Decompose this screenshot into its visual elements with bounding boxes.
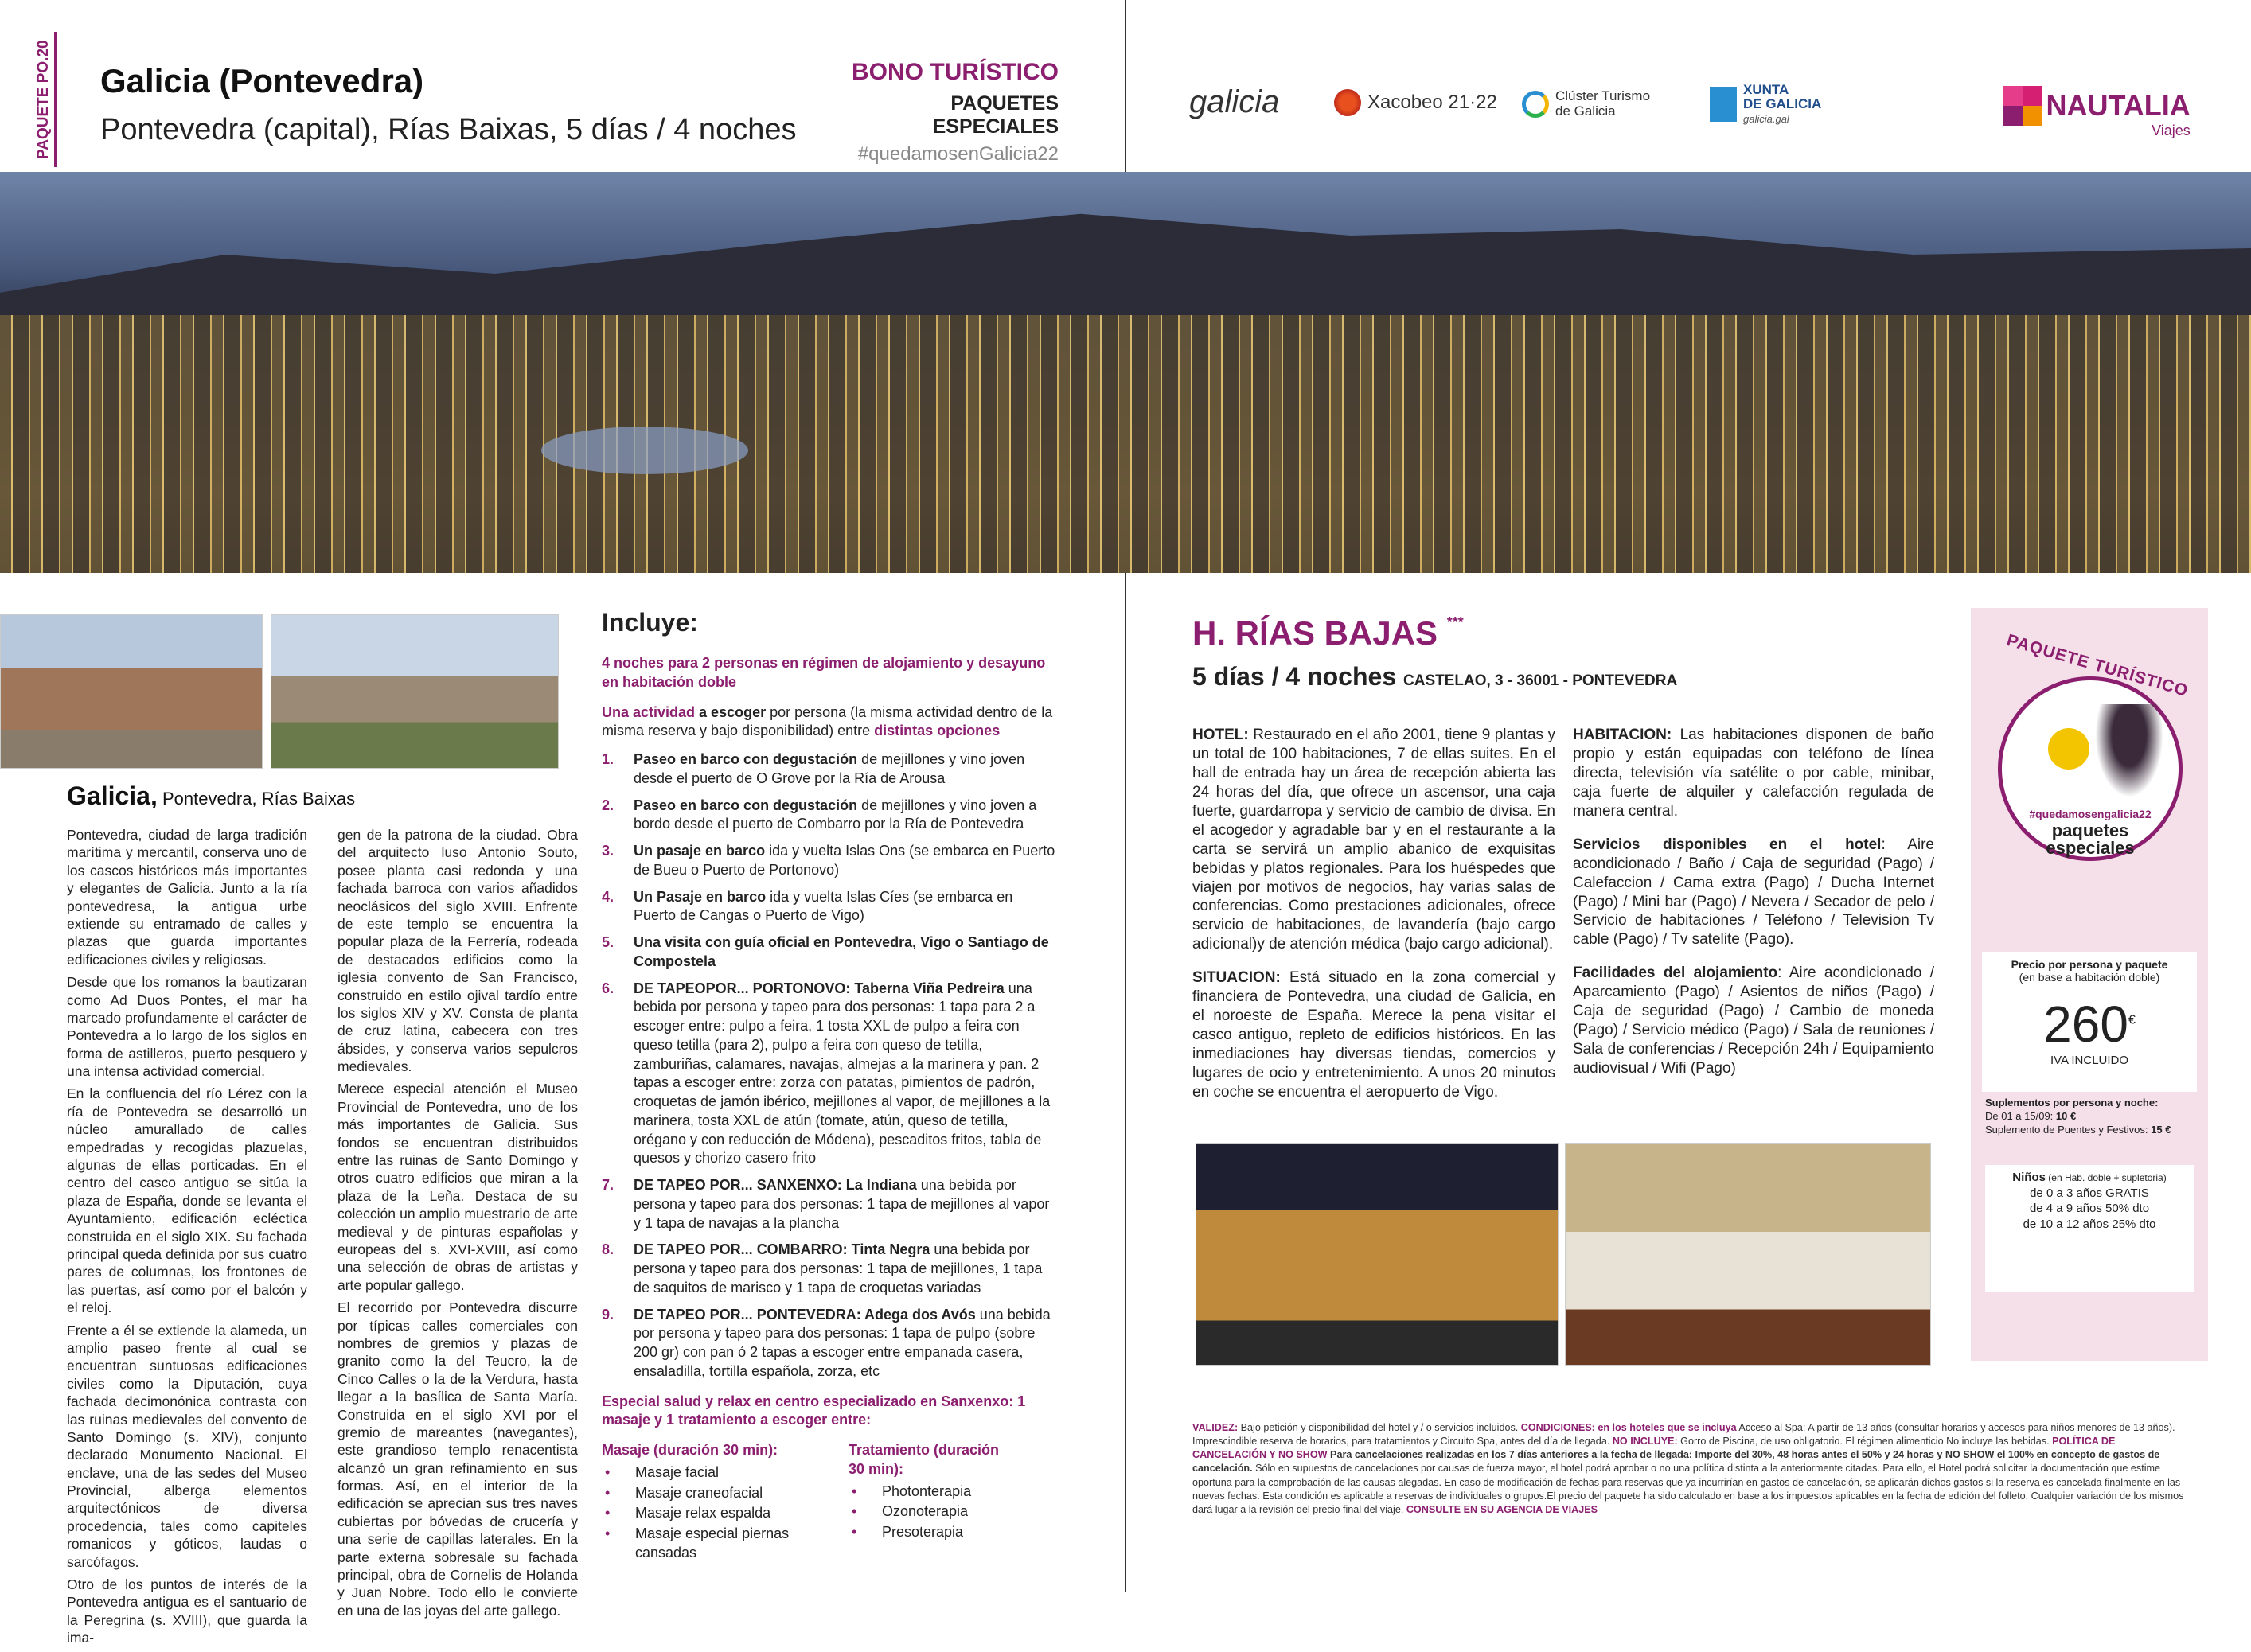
text: : Aire acondicionado / Baño / Caja de seguridad (Pago) / Calefaccion / Cama extra (Pago) / Ducha Internet (Pago) / Mini bar (Pago) / Nevera / Secador de pelo / Servicio de habitaciones / Teléfono / Television Tv cable (Pago) / Tv satelite (Pago). (1573, 836, 1934, 949)
badge-hashtag: #quedamosengalicia22 (2029, 808, 2152, 820)
photo-hotel-room (1565, 1143, 1931, 1366)
list-item (602, 1306, 1059, 1381)
paragraph: El recorrido por Pontevedra discurre por típicas calles comerciales con nombres de gremios y plazas de granito como la del Teucro, la de Cinco Calles o la de la Verdura, hasta llegar a la basílica de Santa María. Construida en el siglo XVI por el gremio de mareantes (navegantes), este grandioso templo renacentista alcanzó un gran refinamiento en sus formas. Así, en el interior de la edificación se aprecian sus tres naves cubiertas por bóvedas de crucería y una serie de capillas laterales. En la parte externa sobresale su fachada principal, obra de Cornelis de Holanda y Juan Nobre. Todo ello le convierte en una de las joyas del arte gallego. (337, 1299, 578, 1619)
paragraph (1192, 726, 1555, 954)
item-title: DE TAPEO POR... PONTEVEDRA: Adega dos Avós (634, 1306, 976, 1323)
photo-city-view (271, 614, 559, 769)
hashtag: #quedamosenGalicia22 (857, 143, 1059, 165)
bono-block (820, 59, 1059, 166)
galicia-heading-main: Galicia, (67, 781, 158, 810)
paragraph (1573, 836, 1934, 950)
list-item: • Photonterapia (849, 1483, 1008, 1502)
badge-arc-text: PAQUETE TURÍSTICO (2004, 630, 2191, 701)
cancel-key: POLÍTICA DE CANCELACIÓN Y NO SHOW (1192, 1436, 2116, 1461)
list-item: • Presoterapia (849, 1523, 1008, 1542)
paragraph: Otro de los puntos de interés de la Pontevedra antigua es el santuario de la Peregrina (s. XVIII), que guarda la ima- (67, 1576, 307, 1646)
incluye-activity-intro (602, 703, 1059, 742)
price-currency: € (2128, 1013, 2136, 1027)
label: SITUACION: (1192, 969, 1281, 987)
no-incluye-text: Gorro de Piscina, de uso obligatorio. El régimen alimenticio No incluye las bebidas. (1677, 1436, 2053, 1447)
package-code: PAQUETE PO.20 (35, 40, 52, 159)
text: : Aire acondicionado / Aparcamiento (Pago) / Asientos de niños (Pago) / Caja de seguridad (Pago) / Cambio de moneda (Pago) / Servicio médico (Pago) / Sala de reuniones / Sala de conferencias / Recepción 24h / Equipamiento audiovisual / Wifi (Pago) (1573, 964, 1934, 1077)
palm-tree-icon (2089, 704, 2169, 808)
item-title: DE TAPEO POR... COMBARRO: Tinta Negra (634, 1241, 930, 1258)
list-item: • Masaje facial (602, 1463, 801, 1483)
supplement-2-label: Suplemento de Puentes y Festivos: (1985, 1123, 2152, 1136)
list-item: • Masaje craneofacial (602, 1484, 801, 1503)
cancel-text: Sólo en supuestos de cancelaciones por causas de fuerza mayor, el hotel podrá aprobar o no una política distinta a la anteriormente citadas. Para ello, el Hotel podrá solicitar la documentación que estime oportuna para la comprobación de las causas alegadas. En caso de modificación de fechas para reservas que ya incurrirían en gastos de cancelación, se aplicarán dichos gastos si la reserva es cancelada finalmente en las nuevas fechas. Esta condición es aplicable a reservas de individuales o grupos.El precio del paquete ha sido calculado en base a los impuestos aplicables en la fecha de edición del folleto. Cualquier variación de los mismos dará lugar a la revisión del precio final del viaje. (1192, 1463, 2184, 1515)
cluster-text-1: Clúster Turismo (1555, 88, 1651, 103)
galicia-heading (67, 781, 355, 811)
galicia-column-2 (337, 826, 578, 1624)
list-item (602, 1241, 1059, 1297)
page-subtitle: Pontevedra (capital), Rías Baixas, 5 días / 4 noches (100, 113, 797, 146)
xacobeo-icon (1334, 89, 1361, 116)
item-title: Paseo en barco con degustación (634, 751, 858, 767)
validity-text: Bajo petición y disponibilidad del hotel y / o servicios incluidos. (1238, 1422, 1521, 1433)
galicia-heading-sub: Pontevedra, Rías Baixas (157, 789, 356, 808)
text: Restaurado en el año 2001, tiene 9 plantas y un total de 100 habitaciones, 7 de ellas suites. En el hall de entrada hay un área de recepción abierta las 24 horas del día, que ofrece un ascensor, una caja fuerte, guardarropa y servicio de cambio de divisa. En el acogedor y agradable bar y en el restaurante a la carta se servirá un amplio abanico de exquisitas bebidas y platos regionales. Para los huéspedes que viajen por motivos de negocios, hay varias salas de conferencias. Como prestaciones adicionales, ofrece servicio de habitaciones, de lavandería (bajo cargo adicional)y de atención médica (bajo cargo adicional). (1192, 727, 1555, 953)
paragraph (1573, 964, 1934, 1078)
paragraph: Desde que los romanos la bautizaran como Ad Duos Pontes, el mar ha marcado profundamente el carácter de Pontevedra a lo largo de los siglos en forma de astilleros, puerto pesquero y una intensa actividad comercial. (67, 974, 307, 1080)
hotel-duration (1192, 662, 1677, 692)
hero-river (541, 427, 748, 474)
iva-note: IVA INCLUIDO (2050, 1054, 2129, 1067)
badge-label-2: especiales (2046, 838, 2135, 858)
sun-icon (2048, 728, 2089, 770)
supplements (1985, 1097, 2194, 1137)
children-title: Niños (2012, 1171, 2046, 1184)
activity-list (602, 750, 1059, 1381)
hotel-name (1192, 614, 1464, 653)
label: Facilidades del alojamiento (1573, 964, 1778, 982)
item-number: 2. (602, 797, 614, 813)
paragraph: gen de la patrona de la ciudad. Obra del arquitecto luso Antonio Souto, posee planta casi redonda y una fachada barroca con varios añadidos neoclásicos del siglo XVIII. Enfrente de este templo se encuentra la popular plaza de la Ferrería, rodeada de destacados edificios como la iglesia convento de San Francisco, construido en estilo ojival tardío entre los siglos XIV y XV. Consta de planta de cruz latina, cabecera con tres ábsides, y conserva varios sepulcros medievales. (337, 827, 578, 1075)
hotel-stars: *** (1446, 614, 1464, 630)
incluye-accommodation: 4 noches para 2 personas en régimen de alojamiento y desayuno en habitación doble (602, 655, 1046, 690)
item-title: Un pasaje en barco (634, 843, 766, 859)
children-discounts (1985, 1165, 2194, 1292)
activity-options: distintas opciones (874, 723, 1001, 739)
item-title: DE TAPEOPOR... PORTONOVO: Taberna Viña Pedreira (634, 980, 1005, 996)
list-item (602, 933, 1059, 972)
no-incluye-key: NO INCLUYE: (1612, 1436, 1678, 1447)
photo-old-town-square (0, 614, 263, 769)
item-text: de mejillones y vino joven a bordo desde el puerto de Combarro por la Ría de Pontevedra (634, 797, 1037, 832)
item-text: ida y vuelta Islas Ons (se embarca en Puerto de Bueu o Puerto de Portonovo) (634, 843, 1055, 878)
label: HABITACION: (1573, 727, 1672, 743)
item-number: 7. (602, 1177, 614, 1193)
hero-mountains (0, 204, 2251, 331)
validity-key: VALIDEZ: (1192, 1422, 1239, 1433)
item-number: 6. (602, 980, 614, 996)
cluster-icon (1522, 91, 1549, 118)
galicia-logo-text: galicia (1189, 84, 1280, 119)
paragraph (1192, 968, 1555, 1102)
list-item: • Masaje relax espalda (602, 1504, 801, 1523)
price-value (1982, 995, 2197, 1054)
supplement-2-value: 15 € (2151, 1123, 2171, 1136)
list-item (602, 888, 1059, 926)
price-amount: 260 (2043, 995, 2128, 1053)
item-title: Un Pasaje en barco (634, 888, 767, 905)
item-number: 3. (602, 843, 614, 859)
xacobeo-logo (1334, 89, 1497, 116)
paragraph: Frente a él se extiende la alameda, un amplio paseo frente al cual se encuentran suntuosas edificaciones civiles como la Diputación, cuya fachada decimonónica contrasta con las ruinas medievales del convento de Santo Domingo (s. XIV), conjunto declarado Monumento Nacional. El enclave, una de las sedes del Museo Provincial, alberga elementos arquitectónicos de diversa procedencia, tales como capiteles romanicos y góticos, laudas o sarcófagos. (67, 1322, 307, 1570)
item-text: una bebida por persona y tapeo para dos personas: 1 tapa de pulpo (sobre 200 gr) con pan ó 2 tapas a escoger entre empanada casera, ensaladilla, tortilla española, zorza, etc (634, 1306, 1051, 1379)
paragraph: En la confluencia del río Lérez con la ría de Pontevedra se desarrolló un núcleo amurallado de calles empedradas y recogidas plazuelas, algunas de ellas porticadas. En el centro del casco antiguo se sitúa la plaza de España, donde se levanta el Ayuntamiento, edificación ecléctica construida en el siglo XIX. Su fachada principal queda definida por sus cuatro pares de columnas, los frontones de las puertas, así como por el balcón y el reloj. (67, 1085, 307, 1316)
tratamiento-title: Tratamiento (duración 30 min): (849, 1442, 1000, 1477)
conditions-key: CONDICIONES: (1520, 1422, 1595, 1433)
item-text: de mejillones y vino joven desde el puerto de O Grove por la Ría de Arousa (634, 751, 1025, 786)
list-item (602, 750, 1059, 789)
text: Las habitaciones disponen de baño propio y están equipadas con teléfono de línea directa, televisión vía satélite o por cable, minibar, caja fuerte de alquiler y calefacción regulada de manera central. (1573, 727, 1934, 820)
hotel-duration-text: 5 días / 4 noches (1192, 662, 1397, 691)
spa-heading: Especial salud y relax en centro especializado en Sanxenxo: 1 masaje y 1 tratamiento a escoger entre: (602, 1393, 1026, 1428)
item-text: una bebida por persona y tapeo para dos personas: 1 tapa para 2 a escoger entre: pulpo a feira, 1 tosta XXL de pulpo a feira con queso tetilla (para 2), pulpo a feira con queso de tetilla, zamburiñas, calamares, navajas, almejas a la marinera y pan. 2 tapas a escoger entre: zorza con patatas, pimientos de padrón, croquetas de jamón ibérico, mejillones al vapor, de mejillones a la marinera, tosta XXL de atún (tomate, atún, queso de tetilla, orégano y con reducción de Módena), pescaditos fritos, tabla de quesos y chorizo casero frito (634, 980, 1051, 1167)
consult-agency: CONSULTE EN SU AGENCIA DE VIAJES (1406, 1503, 1598, 1515)
list-item (602, 797, 1059, 835)
item-text: una bebida por persona y tapeo para dos personas: 1 tapa de mejillones al vapor y 1 tapa de navajas a la plancha (634, 1177, 1050, 1231)
conditions-bold: en los hoteles que se incluya (1594, 1422, 1737, 1433)
hotel-column-1 (1192, 726, 1555, 1107)
activity-text: por persona (la misma actividad dentro de la misma reserva y bajo disponibilidad) entre (602, 703, 1053, 739)
conditions-text: Acceso al Spa: A partir de 13 años (consultar horarios y accesos para niños menores de 13 años). Imprescindible reserva de horarios, para tratamientos y Circuito Spa, antes del día de llegada. (1192, 1422, 2175, 1447)
badge-label (2002, 822, 2179, 857)
tratamiento-group (849, 1441, 1008, 1564)
xunta-logo (1710, 83, 1821, 126)
nautalia-logo (2003, 86, 2191, 138)
item-title: DE TAPEO POR... SANXENXO: La Indiana (634, 1177, 917, 1193)
xunta-text-3: galicia.gal (1743, 112, 1789, 125)
xunta-shield-icon (1710, 87, 1737, 122)
incluye-block (602, 654, 1059, 1564)
item-title: Paseo en barco con degustación (634, 797, 858, 813)
activity-choose: a escoger (695, 703, 767, 720)
price-basis: (en base a habitación doble) (2019, 971, 2160, 984)
photo-hotel-exterior (1196, 1143, 1559, 1366)
xacobeo-text: Xacobeo 21·22 (1367, 92, 1497, 113)
children-line-2: de 4 a 9 años 50% dto (2029, 1202, 2150, 1215)
price-label: Precio por persona y paquete (2011, 958, 2168, 971)
item-number: 9. (602, 1306, 614, 1323)
supplement-1-label: De 01 a 15/09: (1985, 1109, 2056, 1122)
paquete-turistico-badge (1998, 630, 2191, 861)
spa-options (602, 1441, 1059, 1564)
item-number: 4. (602, 888, 614, 905)
item-number: 1. (602, 751, 614, 767)
list-item (602, 1176, 1059, 1233)
bono-title: BONO TURÍSTICO (852, 59, 1059, 85)
item-title: Una visita con guía oficial en Pontevedra, Vigo o Santiago de Compostela (634, 934, 1049, 969)
incluye-heading: Incluye: (602, 608, 698, 637)
galicia-logo (1189, 84, 1279, 120)
nautalia-icon (2003, 86, 2042, 126)
hotel-address: CASTELAO, 3 - 36001 - PONTEVEDRA (1403, 672, 1678, 689)
hero-night-panorama (0, 172, 2251, 573)
list-item: • Ozonoterapia (849, 1502, 1008, 1521)
cancel-bold: Para cancelaciones realizadas en los 7 días anteriores a la fecha de llegada: Importe del 30%, 48 horas antes el 50% y 24 horas y NO SHOW el 100% en concepto de gastos de cancelación. (1192, 1449, 2160, 1475)
masaje-title: Masaje (duración 30 min): (602, 1442, 778, 1458)
bono-subtitle: PAQUETES ESPECIALES (932, 92, 1059, 138)
hero-city-lights (0, 315, 2251, 573)
paragraph: Pontevedra, ciudad de larga tradición marítima y mercantil, conserva uno de los cascos históricos más importantes y elegantes de Galicia. Junto a la ría pontevedresa, la antigua urbe extiende su entramado de calles y plazas que guarda importantes edificaciones civiles y religiosas. (67, 827, 307, 968)
badge-label-1: paquetes (2051, 820, 2129, 840)
masaje-group (602, 1441, 801, 1564)
activity-label: Una actividad (602, 703, 696, 720)
children-line-1: de 0 a 3 años GRATIS (2030, 1186, 2149, 1200)
terms-fine-print (1192, 1421, 2186, 1517)
item-text: una bebida por persona y tapeo para dos personas: 1 tapa de mejillones, 1 tapa de saquitos de marisco y 1 tapa de croquetas variadas (634, 1241, 1043, 1295)
hotel-name-text: H. RÍAS BAJAS (1192, 614, 1438, 652)
supplement-1-value: 10 € (2055, 1109, 2077, 1122)
children-line-3: de 10 a 12 años 25% dto (2023, 1217, 2156, 1231)
paragraph (1573, 726, 1934, 821)
list-item (602, 842, 1059, 880)
item-number: 8. (602, 1241, 614, 1258)
paragraph: Merece especial atención el Museo Provincial de Pontevedra, uno de los más importantes de Galicia. Sus fondos se encuentran distribuidos entre las ruinas de Santo Domingo y otros cuatro edificios que miran a la plaza de la Leña. Destaca de su colección un amplio muestrario de arte medieval y de pinturas españolas y europeas del s. XVI-XVIII, así como una selección de obras de artistas y arte popular gallego. (337, 1081, 578, 1293)
nautalia-sub: Viajes (2152, 123, 2191, 138)
price-card (1982, 952, 2197, 1092)
galicia-column-1 (67, 826, 307, 1652)
list-item: • Masaje especial piernas cansadas (602, 1525, 801, 1563)
list-item (602, 980, 1059, 1169)
item-number: 5. (602, 934, 614, 950)
supplements-title: Suplementos por persona y noche: (1985, 1097, 2159, 1108)
item-text: ida y vuelta Islas Cíes (se embarca en Puerto de Cangas o Puerto de Vigo) (634, 888, 1013, 924)
xunta-text-1: XUNTA (1743, 82, 1789, 97)
page-title: Galicia (Pontevedra) (100, 62, 424, 99)
hotel-column-2 (1573, 726, 1934, 1083)
text: Está situado en la zona comercial y financiera de Pontevedra, una ciudad de Galicia, en el noroeste de España. Merece la pena visitar el casco antiguo, repleto de edificios históricos. En las inmediaciones hay diversas tiendas, comercios y lugares de ocio y entretenimiento. A unos 20 minutos en coche se encuentra el aeropuerto de Vigo. (1192, 969, 1555, 1101)
xunta-text-2: DE GALICIA (1743, 95, 1822, 111)
label: Servicios disponibles en el hotel (1573, 836, 1882, 853)
cluster-text-2: de Galicia (1555, 103, 1616, 119)
cluster-logo (1522, 89, 1650, 119)
children-sub: (en Hab. doble + supletoria) (2045, 1172, 2167, 1183)
label: HOTEL: (1192, 727, 1249, 743)
package-code-tag (35, 32, 57, 167)
nautalia-name: NAUTALIA (2046, 89, 2191, 122)
